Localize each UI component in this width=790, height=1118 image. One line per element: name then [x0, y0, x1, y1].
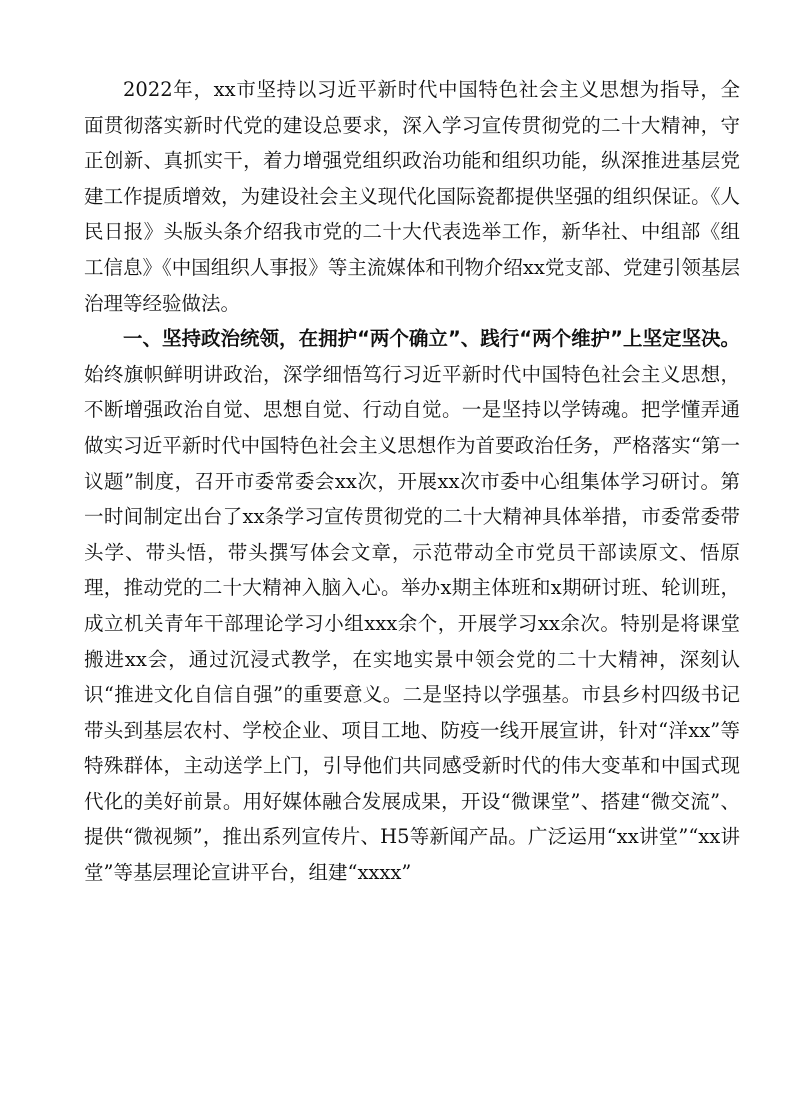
section-1-paragraph: [84, 321, 740, 891]
section-1-heading: 一、坚持政治统领，在拥护“两个确立”、践行“两个维护”上坚定坚决。: [123, 327, 740, 351]
intro-paragraph: 2022年，xx市坚持以习近平新时代中国特色社会主义思想为指导，全面贯彻落实新时代党的建设总要求，深入学习宣传贯彻党的二十大精神，守正创新、真抓实干，着力增强党组织政治功能和组织功能，纵深推进基层党建工作提质增效，为建设社会主义现代化国际瓷都提供坚强的组织保证。《人民日报》头版头条介绍我市党的二十大代表选举工作，新华社、中组部《组工信息》《中国组织人事报》等主流媒体和刊物介绍xx党支部、党建引领基层治理等经验做法。: [84, 78, 740, 315]
document-page: [84, 72, 740, 891]
section-1-body: 始终旗帜鲜明讲政治，深学细悟笃行习近平新时代中国特色社会主义思想，不断增强政治自觉、思想自觉、行动自觉。一是坚持以学铸魂。把学懂弄通做实习近平新时代中国特色社会主义思想作为首要政治任务，严格落实“第一议题”制度，召开市委常委会xx次，开展xx次市委中心组集体学习研讨。第一时间制定出台了xx条学习宣传贯彻党的二十大精神具体举措，市委常委带头学、带头悟，带头撰写体会文章，示范带动全市党员干部读原文、悟原理，推动党的二十大精神入脑入心。举办x期主体班和x期研讨班、轮训班，成立机关青年干部理论学习小组xxx余个，开展学习xx余次。特别是将课堂搬进xx会，通过沉浸式教学，在实地实景中领会党的二十大精神，深刻认识“推进文化自信自强”的重要意义。二是坚持以学强基。市县乡村四级书记带头到基层农村、学校企业、项目工地、防疫一线开展宣讲，针对“洋xx”等特殊群体，主动送学上门，引导他们共同感受新时代的伟大变革和中国式现代化的美好前景。用好媒体融合发展成果，开设“微课堂”、搭建“微交流”、提供“微视频”，推出系列宣传片、H5等新闻产品。广泛运用“xx讲堂”“xx讲堂”等基层理论宣讲平台，组建“xxxx”: [84, 362, 740, 885]
